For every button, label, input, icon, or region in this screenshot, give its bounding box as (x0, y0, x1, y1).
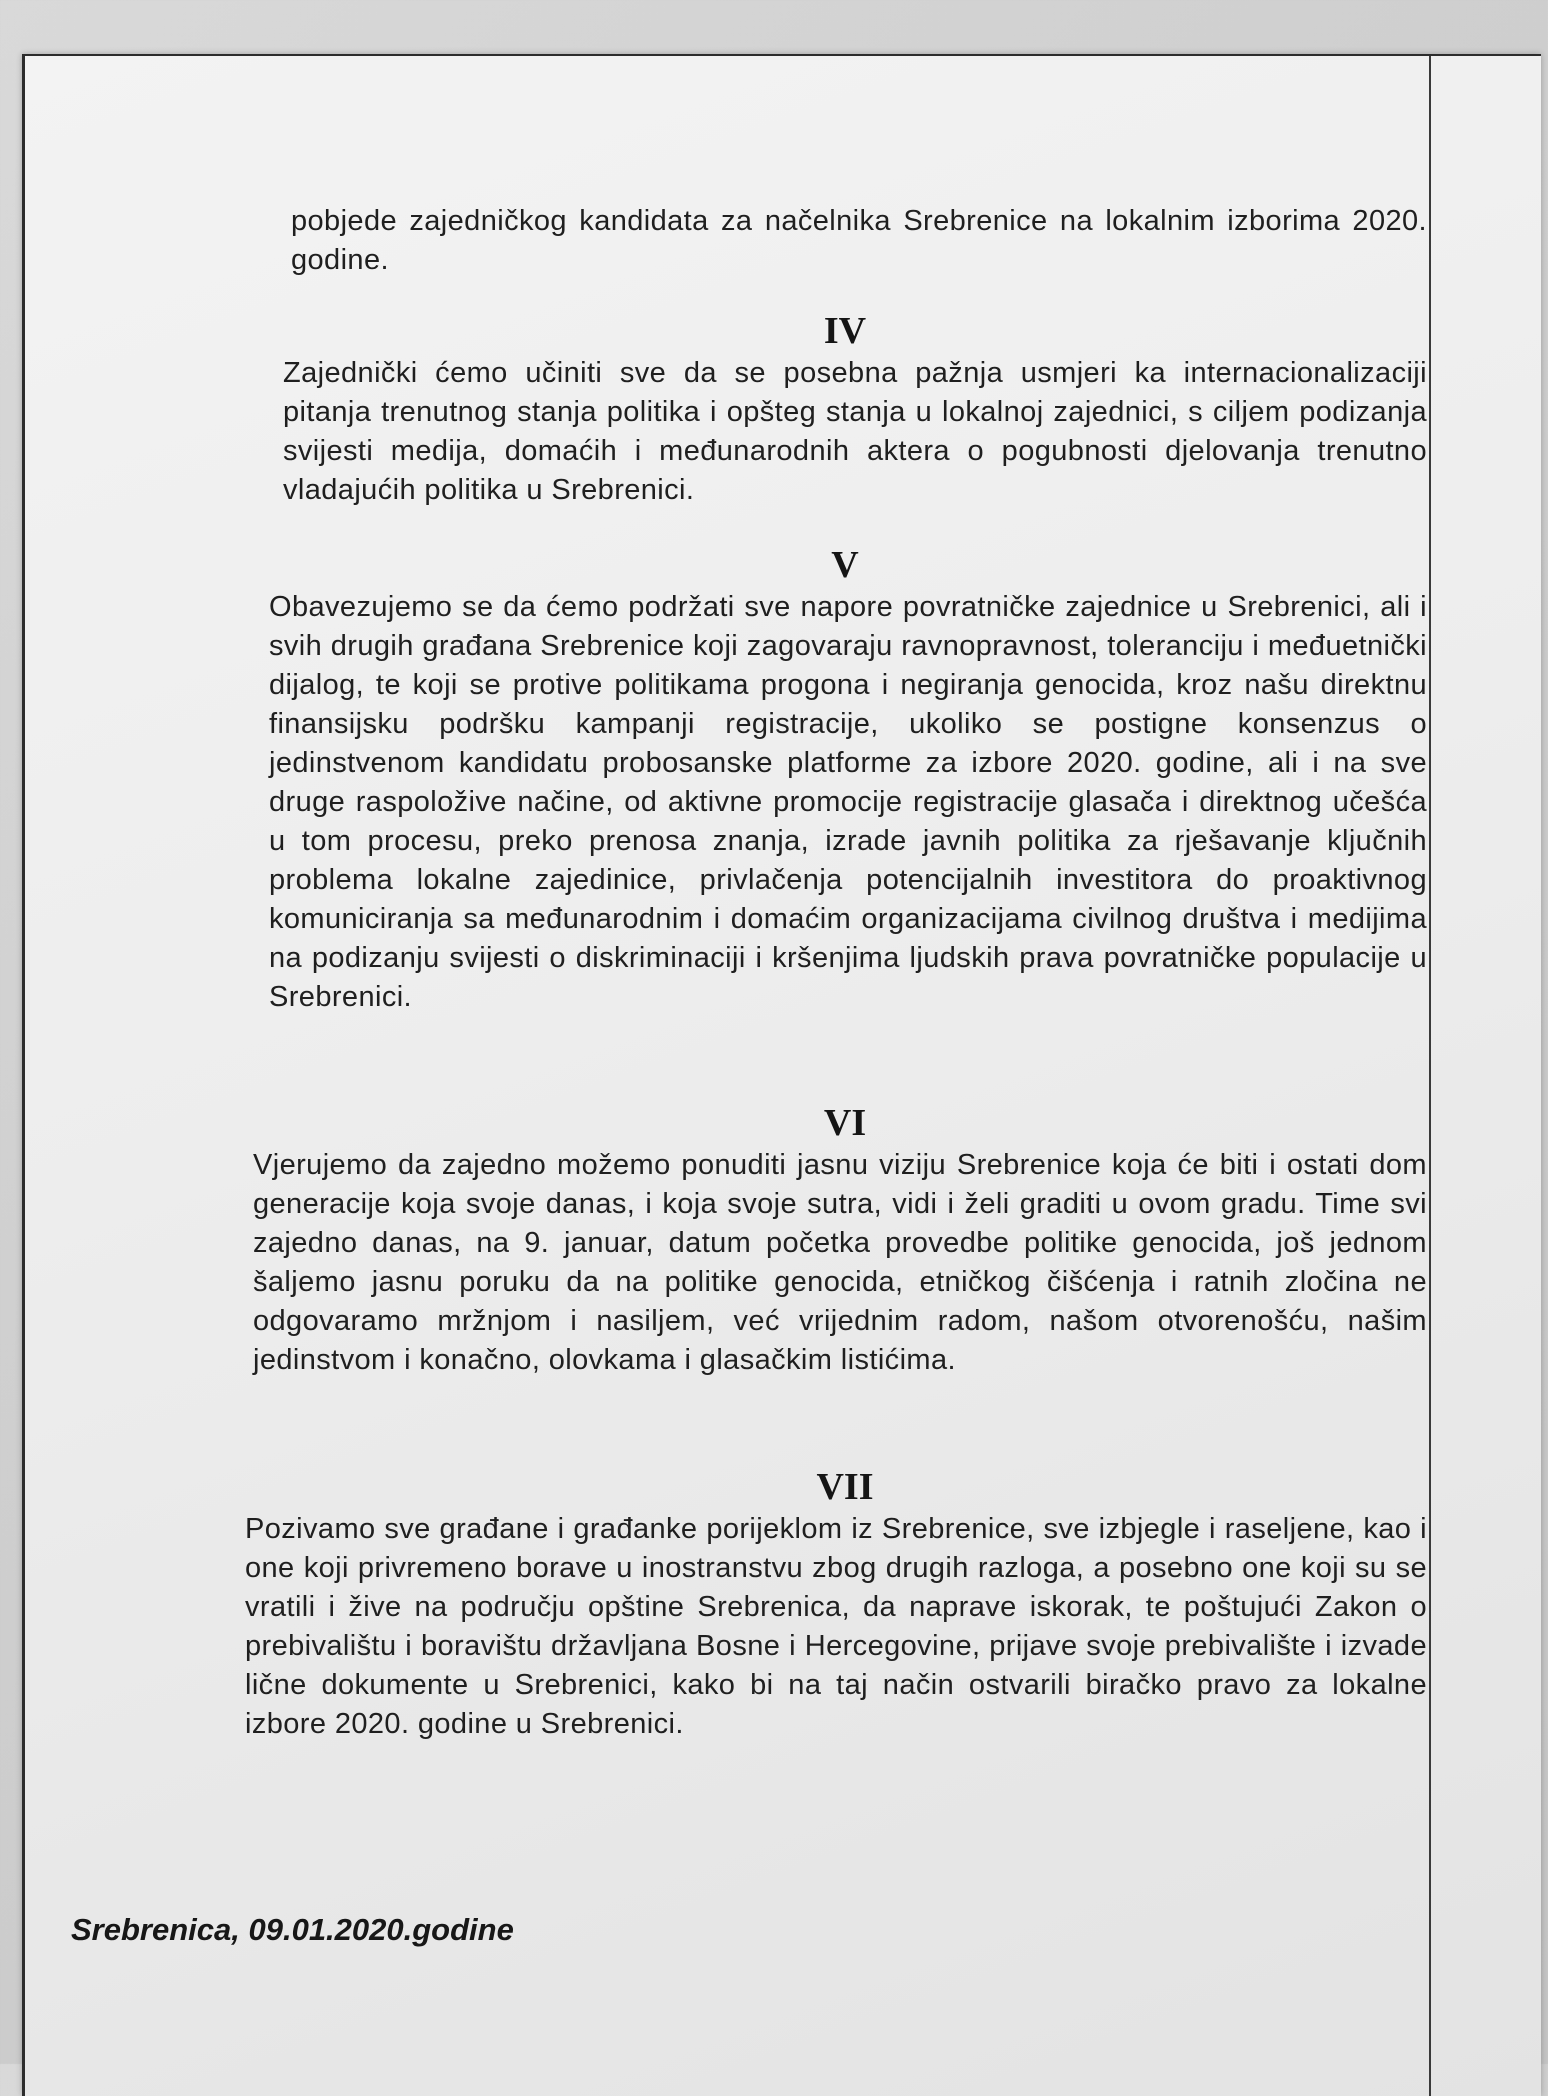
section-heading-vii: VII (816, 1466, 874, 1508)
section-heading-v: V (831, 544, 859, 586)
section-heading-iv: IV (823, 310, 867, 352)
section-vi-paragraph: Vjerujemo da zajedno možemo ponuditi jasnu viziju Srebrenice koja će biti i ostati dom generacije koja svoje danas, i koja svoje sutra, vidi i želi graditi u ovom gradu. Time svi zajedno danas, na 9. januar, datum početka provedbe politike genocida, još jednom šaljemo jasnu poruku da na politike genocida, etničkog čišćenja i ratnih zločina ne odgovaramo mržnjom i nasiljem, već vrijednim radom, našom otvorenošću, našim jedinstvom i konačno, olovkama i glasačkim listićima. (253, 1149, 1427, 1376)
document-sheet (22, 54, 1541, 2096)
document-content (25, 56, 1541, 2096)
intro-paragraph: pobjede zajedničkog kandidata za načelnika Srebrenice na lokalnim izborima 2020. godine. (291, 205, 1427, 276)
section-heading-vi: VI (823, 1102, 867, 1144)
section-v-paragraph: Obavezujemo se da ćemo podržati sve napore povratničke zajednice u Srebrenici, ali i svih drugih građana Srebrenice koji zagovaraju ravnopravnost, toleranciju i međuetnički dijalog, te koji se protive politikama progona i negiranja genocida, kroz našu direktnu finansijsku podršku kampanji registracije, ukoliko se postigne konsenzus o jedinstvenom kandidatu probosanske platforme za izbore 2020. godine, ali i na sve druge raspoložive načine, od aktivne promocije registracije glasača i direktnog učešća u tom procesu, preko prenosa znanja, izrade javnih politika za rješavanje ključnih problema lokalne zajedinice, privlačenja potencijalnih investitora do proaktivnog komuniciranja sa međunarodnim i domaćim organizacijama civilnog društva i medijima na podizanju svijesti o diskriminaciji i kršenjima ljudskih prava povratničke populacije u Srebrenici. (269, 591, 1427, 1013)
signoff-date: Srebrenica, 09.01.2020.godine (71, 1912, 514, 1947)
section-iv-paragraph: Zajednički ćemo učiniti sve da se posebna pažnja usmjeri ka internacionalizaciji pitanja trenutnog stanja politika i opšteg stanja u lokalnoj zajednici, s ciljem podizanja svijesti medija, domaćih i međunarodnih aktera o pogubnosti djelovanja trenutno vladajućih politika u Srebrenici. (283, 357, 1427, 506)
section-vii-paragraph: Pozivamo sve građane i građanke porijeklom iz Srebrenice, sve izbjegle i raseljene, kao i one koji privremeno borave u inostranstvu zbog drugih razloga, a posebno one koji su se vratili i žive na području opštine Srebrenica, da naprave iskorak, te poštujući Zakon o prebivalištu i boravištu državljana Bosne i Hercegovine, prijave svoje prebivalište i izvade lične dokumente u Srebrenici, kako bi na taj način ostvarili biračko pravo za lokalne izbore 2020. godine u Srebrenici. (245, 1513, 1427, 1740)
